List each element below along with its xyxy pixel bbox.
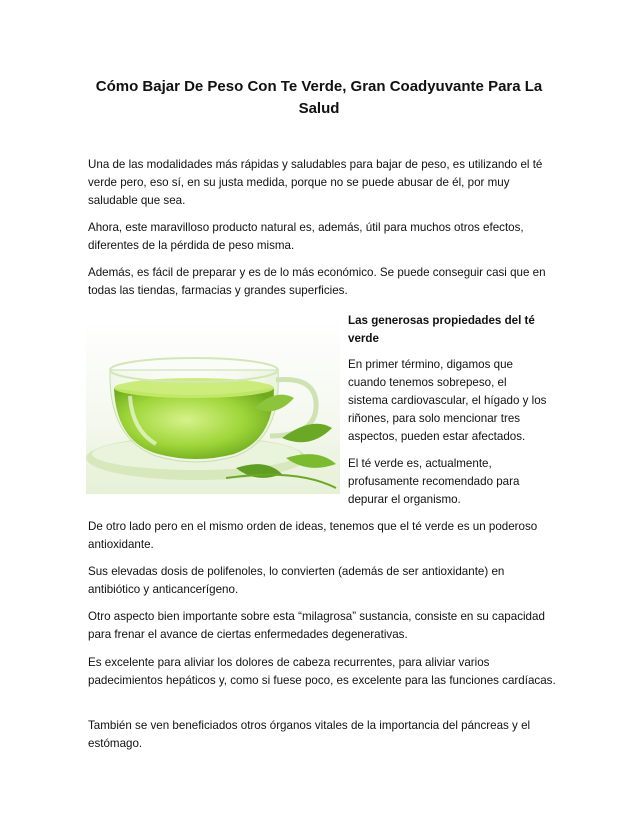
side-heading: Las generosas propiedades del té verde: [348, 314, 535, 345]
intro-paragraph-1: Una de las modalidades más rápidas y saludables para bajar de peso, es utilizando el té verde pero, eso sí, en su justa medida, porque no se puede abusar de él, por muy saludable que sea.: [88, 158, 543, 207]
green-tea-image: [86, 318, 340, 494]
body-paragraph-1: De otro lado pero en el mismo orden de ideas, tenemos que el té verde es un poderoso antioxidante.: [88, 520, 538, 551]
green-tea-cup-icon: [86, 318, 340, 494]
body-paragraph-2: Sus elevadas dosis de polifenoles, lo convierten (además de ser antioxidante) en antibiótico y anticancerígeno.: [88, 565, 505, 596]
side-paragraph-2: El té verde es, actualmente, profusamente recomendado para depurar el organismo.: [348, 457, 520, 506]
side-paragraph-1: En primer término, digamos que cuando tenemos sobrepeso, el sistema cardiovascular, el hígado y los riñones, para solo mencionar tres aspectos, pueden estar afectados.: [348, 358, 547, 443]
body-paragraph-3: Otro aspecto bien importante sobre esta “milagrosa” sustancia, consiste en su capacidad para frenar el avance de ciertas enfermedades degenerativas.: [88, 610, 545, 641]
body-paragraph-5: También se ven beneficiados otros órganos vitales de la importancia del páncreas y el estómago.: [88, 719, 531, 750]
page-title: Cómo Bajar De Peso Con Te Verde, Gran Coadyuvante Para La Salud: [95, 78, 543, 117]
intro-paragraph-3: Además, es fácil de preparar y es de lo más económico. Se puede conseguir casi que en todas las tiendas, farmacias y grandes superficies.: [88, 266, 546, 297]
intro-paragraph-2: Ahora, este maravilloso producto natural es, además, útil para muchos otros efectos, diferentes de la pérdida de peso misma.: [88, 221, 524, 252]
body-paragraph-4: Es excelente para aliviar los dolores de cabeza recurrentes, para aliviar varios padecimientos hepáticos y, como si fuese poco, es excelente para las funciones cardíacas.: [88, 656, 556, 687]
